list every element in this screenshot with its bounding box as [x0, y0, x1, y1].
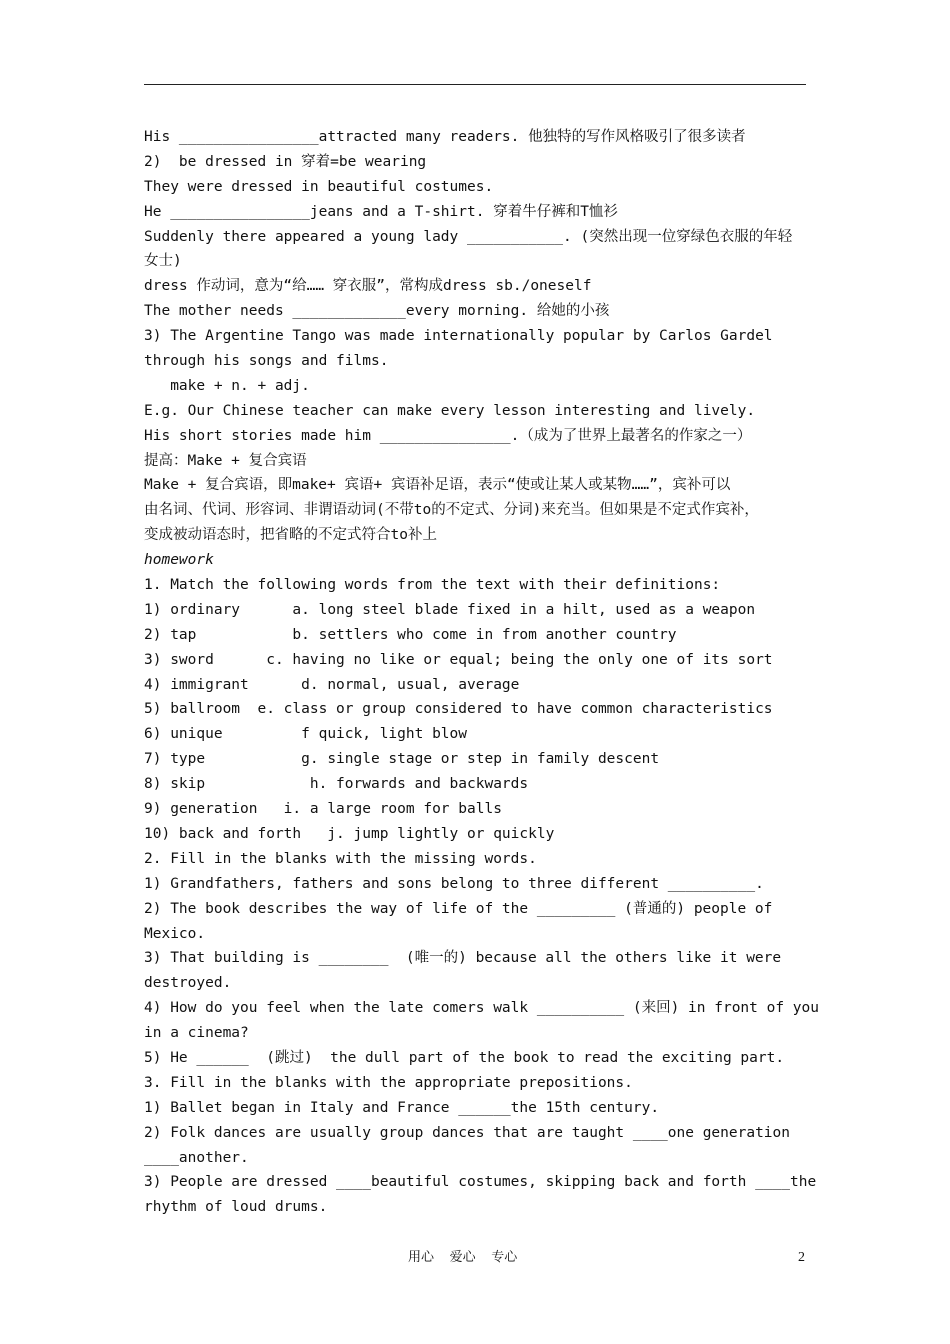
text-line: 1) Grandfathers, fathers and sons belong to three different __________. — [144, 875, 764, 892]
text-line: 1) ordinary a. long steel blade fixed in a hilt, used as a weapon — [144, 601, 756, 618]
text-line: make + n. + adj. — [144, 377, 310, 394]
text-line: Make + 复合宾语，即make+ 宾语+ 宾语补足语，表示“使或让某人或某物……”，宾补可以 — [144, 477, 731, 494]
text-line: 4) immigrant d. normal, usual, average — [144, 676, 520, 693]
text-line: 9) generation i. a large room for balls — [144, 801, 502, 818]
text-line: dress 作动词，意为“给…… 穿衣服”，常构成dress sb./oneself — [144, 278, 592, 295]
text-line: through his songs and films. — [144, 353, 389, 370]
text-line: 由名词、代词、形容词、非谓语动词(不带to的不定式、分词)来充当。但如果是不定式作宾补， — [144, 502, 759, 519]
text-line: 3. Fill in the blanks with the appropriate prepositions. — [144, 1074, 633, 1091]
text-line: 4) How do you feel when the late comers walk __________ (来回) in front of you — [144, 1000, 820, 1017]
text-line: 8) skip h. forwards and backwards — [144, 776, 529, 793]
text-line: 3) The Argentine Tango was made internationally popular by Carlos Gardel — [144, 328, 773, 345]
text-line: He ________________jeans and a T-shirt. 穿着牛仔裤和T恤衫 — [144, 203, 618, 220]
text-line: ____another. — [144, 1149, 249, 1166]
text-line: 2) Folk dances are usually group dances that are taught ____one generation — [144, 1124, 791, 1141]
text-line: 6) unique f quick, light blow — [144, 726, 468, 743]
text-line: 3) That building is ________ (唯一的) because all the others like it were — [144, 950, 782, 967]
text-line: They were dressed in beautiful costumes. — [144, 178, 494, 195]
text-line: 3) sword c. having no like or equal; being the only one of its sort — [144, 651, 773, 668]
header-rule — [144, 84, 806, 85]
text-line: 10) back and forth j. jump lightly or quickly — [144, 825, 555, 842]
text-line: 2) be dressed in 穿着=be wearing — [144, 153, 427, 170]
text-line: His short stories made him _______________.（成为了世界上最著名的作家之一） — [144, 427, 752, 444]
text-line: 3) People are dressed ____beautiful costumes, skipping back and forth ____the — [144, 1174, 817, 1191]
page-footer — [0, 1248, 950, 1268]
text-line: 变成被动语态时，把省略的不定式符合to补上 — [144, 527, 437, 544]
text-line: 1) Ballet began in Italy and France ______the 15th century. — [144, 1099, 660, 1116]
text-line: 7) type g. single stage or step in family descent — [144, 751, 660, 768]
homework-heading: homework — [144, 552, 214, 569]
footer-motto: 用心 爱心 专心 — [408, 1250, 518, 1265]
text-line: 2) The book describes the way of life of the _________ (普通的) people of — [144, 900, 773, 917]
text-line: Suddenly there appeared a young lady ___________. (突然出现一位穿绿色衣服的年轻 — [144, 228, 793, 245]
text-line: in a cinema? — [144, 1025, 249, 1042]
text-line: 2. Fill in the blanks with the missing words. — [144, 850, 537, 867]
text-line: E.g. Our Chinese teacher can make every lesson interesting and lively. — [144, 402, 756, 419]
text-line: 提高：Make + 复合宾语 — [144, 452, 307, 469]
text-line: His ________________attracted many readers. 他独特的写作风格吸引了很多读者 — [144, 129, 746, 145]
text-line: destroyed. — [144, 975, 232, 992]
text-line: 5) He ______ (跳过) the dull part of the book to read the exciting part. — [144, 1049, 785, 1066]
text-line: rhythm of loud drums. — [144, 1199, 328, 1216]
text-line: The mother needs _____________every morning. 给她的小孩 — [144, 303, 610, 320]
page-number: 2 — [798, 1250, 805, 1265]
text-line: Mexico. — [144, 925, 206, 942]
text-line: 女士) — [144, 253, 182, 270]
text-line: 1. Match the following words from the text with their definitions: — [144, 577, 721, 594]
text-line: 2) tap b. settlers who come in from another country — [144, 626, 677, 643]
document-body — [144, 125, 820, 1220]
text-line: 5) ballroom e. class or group considered to have common characteristics — [144, 701, 773, 718]
